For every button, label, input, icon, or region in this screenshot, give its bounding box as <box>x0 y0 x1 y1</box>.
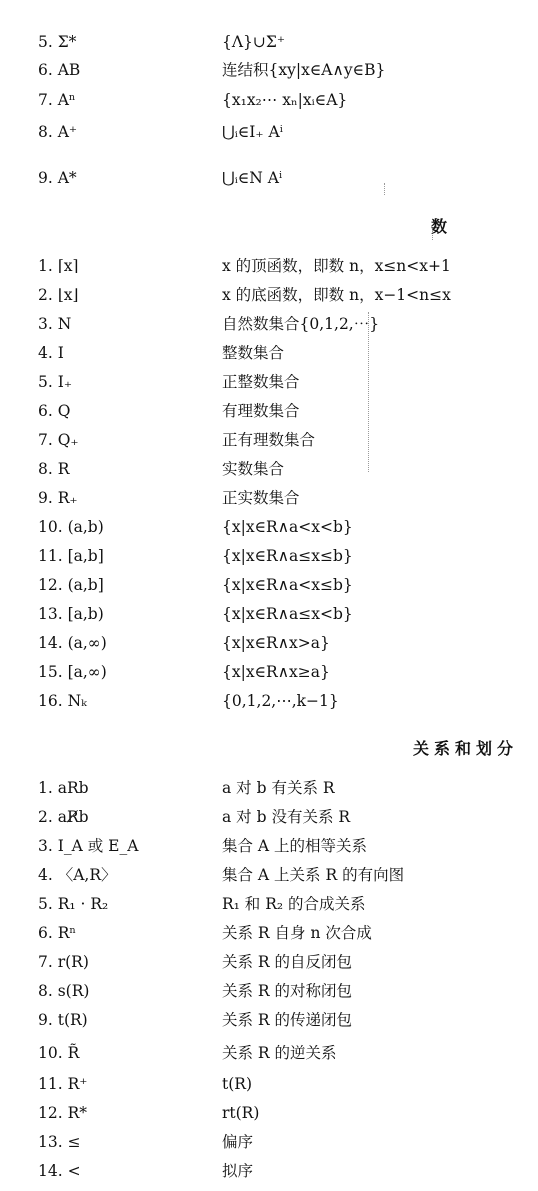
notation-meaning: R₁ 和 R₂ 的合成关系 <box>222 895 366 913</box>
glossary-row <box>0 890 538 918</box>
glossary-row <box>0 687 538 715</box>
notation-meaning: ⋃ᵢ∈N Aⁱ <box>222 169 283 187</box>
glossary-row <box>0 1070 538 1098</box>
notation-meaning: 关系 R 的对称闭包 <box>222 982 353 1000</box>
notation-symbol: 8. R <box>38 460 70 478</box>
glossary-row <box>0 484 538 512</box>
glossary-row <box>0 803 538 831</box>
notation-symbol: 9. t(R) <box>38 1011 88 1029</box>
notation-symbol: 13. ≤ <box>38 1133 81 1151</box>
glossary-row <box>0 1157 538 1185</box>
notation-meaning: x 的底函数，即数 n，x−1<n≤x <box>222 286 451 304</box>
glossary-row <box>0 118 538 146</box>
glossary-row <box>0 948 538 976</box>
notation-meaning: 拟序 <box>222 1162 254 1180</box>
notation-symbol: 12. (a,b] <box>38 576 104 594</box>
notation-meaning: 正实数集合 <box>222 489 300 507</box>
notation-meaning: t(R) <box>222 1075 252 1093</box>
glossary-row <box>0 1099 538 1127</box>
notation-symbol: 6. AB <box>38 61 81 79</box>
glossary-row <box>0 1128 538 1156</box>
notation-meaning: 整数集合 <box>222 344 285 362</box>
notation-symbol: 12. R* <box>38 1104 87 1122</box>
notation-symbol: 6. Q <box>38 402 71 420</box>
notation-meaning: {x|x∈R∧x≥a} <box>222 663 330 681</box>
glossary-row <box>0 368 538 396</box>
notation-symbol: 9. R₊ <box>38 489 78 507</box>
notation-meaning: 关系 R 的传递闭包 <box>222 1011 353 1029</box>
glossary-row <box>0 310 538 338</box>
notation-meaning: 正有理数集合 <box>222 431 316 449</box>
notation-meaning: {Λ}∪Σ⁺ <box>222 33 286 51</box>
notation-meaning: 集合 A 上关系 R 的有向图 <box>222 866 405 884</box>
glossary-row <box>0 1039 538 1067</box>
glossary-row <box>0 571 538 599</box>
glossary-row <box>0 774 538 802</box>
notation-symbol: 2. ⌊x⌋ <box>38 286 79 304</box>
notation-symbol: 13. [a,b) <box>38 605 104 623</box>
glossary-row <box>0 542 538 570</box>
notation-symbol: 7. Aⁿ <box>38 91 76 109</box>
notation-meaning: {x|x∈R∧a<x≤b} <box>222 576 353 594</box>
notation-symbol: 2. aR̸b <box>38 808 89 826</box>
notation-meaning: 关系 R 的逆关系 <box>222 1044 337 1062</box>
glossary-row <box>0 339 538 367</box>
notation-symbol: 1. ⌈x⌉ <box>38 257 79 275</box>
notation-meaning: 自然数集合{0,1,2,⋯} <box>222 315 380 333</box>
notation-meaning: {x₁x₂⋯ xₙ|xᵢ∈A} <box>222 91 348 109</box>
notation-symbol: 14. (a,∞) <box>38 634 107 652</box>
glossary-row <box>0 977 538 1005</box>
notation-symbol: 4. 〈A,R〉 <box>38 866 117 884</box>
glossary-row <box>0 513 538 541</box>
notation-symbol: 16. Nₖ <box>38 692 87 710</box>
glossary-row <box>0 832 538 860</box>
notation-meaning: x 的顶函数，即数 n，x≤n<x+1 <box>222 257 451 275</box>
notation-symbol: 9. A* <box>38 169 77 187</box>
notation-symbol: 11. R⁺ <box>38 1075 88 1093</box>
notation-meaning: {x|x∈R∧x>a} <box>222 634 330 652</box>
glossary-row <box>0 426 538 454</box>
notation-symbol: 1. aRb <box>38 779 89 797</box>
section-heading-numbers: 数 <box>430 217 452 236</box>
notation-symbol: 5. Σ* <box>38 33 77 51</box>
notation-symbol: 15. [a,∞) <box>38 663 107 681</box>
notation-symbol: 10. R̃ <box>38 1044 80 1062</box>
notation-meaning: a 对 b 有关系 R <box>222 779 335 797</box>
notation-meaning: 关系 R 的自反闭包 <box>222 953 353 971</box>
notation-meaning: ⋃ᵢ∈I₊ Aⁱ <box>222 123 283 141</box>
notation-symbol: 7. r(R) <box>38 953 89 971</box>
section-heading-relations: 关系和划分 <box>412 739 518 758</box>
glossary-row <box>0 164 538 192</box>
notation-symbol: 5. I₊ <box>38 373 73 391</box>
notation-meaning: 偏序 <box>222 1133 254 1151</box>
notation-symbol: 14. < <box>38 1162 81 1180</box>
notation-meaning: 有理数集合 <box>222 402 300 420</box>
glossary-row <box>0 658 538 686</box>
glossary-row <box>0 600 538 628</box>
notation-symbol: 8. s(R) <box>38 982 90 1000</box>
glossary-row <box>0 397 538 425</box>
notation-meaning: a 对 b 没有关系 R <box>222 808 351 826</box>
notation-symbol: 8. A⁺ <box>38 123 78 141</box>
glossary-row <box>0 629 538 657</box>
glossary-row <box>0 1006 538 1034</box>
notation-symbol: 11. [a,b] <box>38 547 104 565</box>
notation-symbol: 10. (a,b) <box>38 518 104 536</box>
glossary-row <box>0 861 538 889</box>
notation-meaning: 正整数集合 <box>222 373 300 391</box>
notation-meaning: rt(R) <box>222 1104 260 1122</box>
notation-meaning: {x|x∈R∧a≤x≤b} <box>222 547 353 565</box>
glossary-row <box>0 919 538 947</box>
notation-meaning: {x|x∈R∧a<x<b} <box>222 518 353 536</box>
notation-meaning: 实数集合 <box>222 460 285 478</box>
notation-symbol: 6. Rⁿ <box>38 924 77 942</box>
notation-meaning: 集合 A 上的相等关系 <box>222 837 368 855</box>
glossary-row <box>0 56 538 84</box>
notation-meaning: 连结积{xy|x∈A∧y∈B} <box>222 61 386 79</box>
glossary-row <box>0 252 538 280</box>
notation-symbol: 4. I <box>38 344 64 362</box>
glossary-row <box>0 281 538 309</box>
notation-symbol: 5. R₁ · R₂ <box>38 895 109 913</box>
notation-symbol: 3. I_A 或 E_A <box>38 837 139 855</box>
notation-meaning: {0,1,2,⋯,k−1} <box>222 692 339 710</box>
notation-meaning: {x|x∈R∧a≤x<b} <box>222 605 353 623</box>
notation-symbol: 3. N <box>38 315 72 333</box>
glossary-row <box>0 28 538 56</box>
glossary-row <box>0 455 538 483</box>
notation-meaning: 关系 R 自身 n 次合成 <box>222 924 372 942</box>
notation-symbol: 7. Q₊ <box>38 431 79 449</box>
glossary-row <box>0 86 538 114</box>
